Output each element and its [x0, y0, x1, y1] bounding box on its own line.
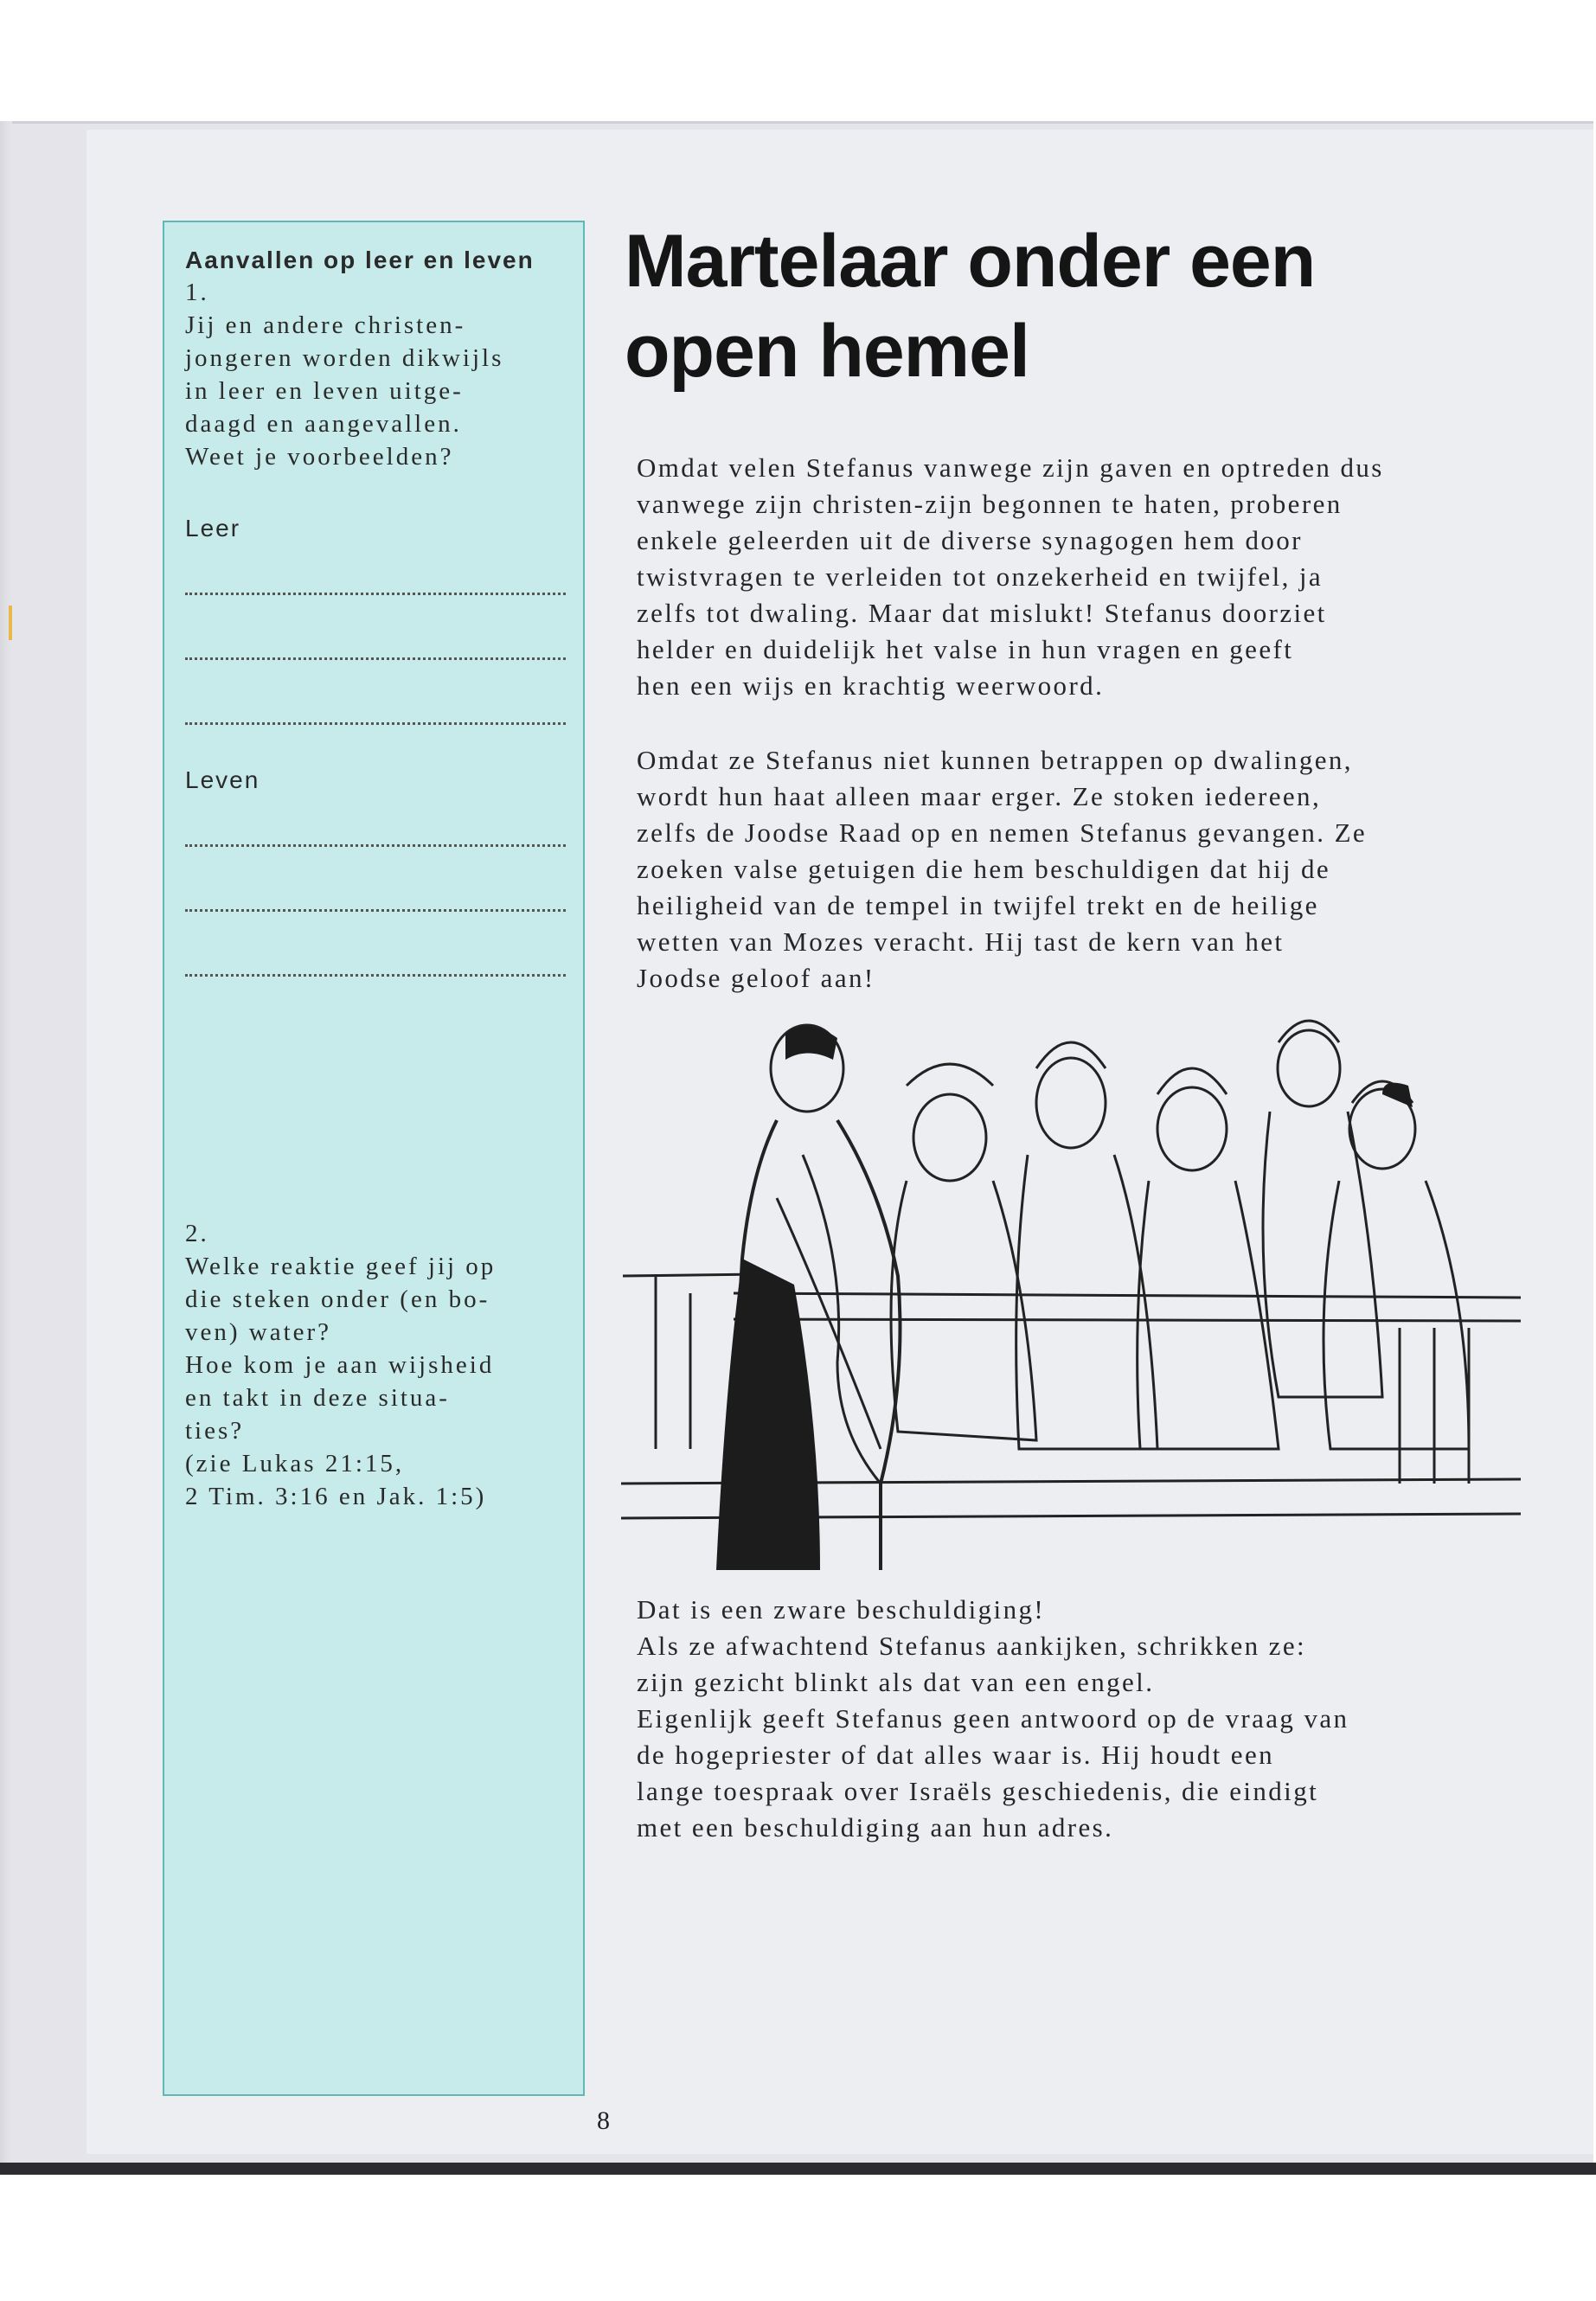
label-leer: Leer: [185, 515, 241, 542]
label-leven: Leven: [185, 766, 260, 793]
question-2-text: Welke reaktie geef jij op die steken onder (en bo- ven) water? Hoe kom je aan wijsheid en takt in deze situa- ties? (zie Lukas 21:15, 2 Tim. 3:16 en Jak. 1:5): [185, 1253, 497, 1510]
question-1-text: Jij en andere christen- jongeren worden dikwijls in leer en leven uitge- daagd en aangevallen. Weet je voorbeelden?: [185, 311, 504, 471]
answer-line: [185, 974, 566, 977]
question-1-number: 1.: [185, 279, 209, 306]
page-number: 8: [597, 2106, 610, 2135]
question-sidebar: [163, 221, 585, 2096]
question-2-number: 2.: [185, 1220, 209, 1247]
answer-line: [185, 593, 566, 595]
sidebar-title: Aanvallen op leer en leven: [185, 247, 535, 273]
article-paragraph-2: Omdat ze Stefanus niet kunnen betrappen op dwalingen, wordt hun haat alleen maar erger. Ze stoken iedereen, zelfs de Joodse Raad op en nemen Stefanus gevangen. Ze zoeken valse getuigen die hem beschuldigen dat hij de heiligheid van de tempel in twijfel trekt en de heilige wetten van Mozes veracht. Hij tast de kern van het Joodse geloof aan!: [637, 745, 1368, 993]
article-paragraph-3: Dat is een zware beschuldiging! Als ze afwachtend Stefanus aankijken, schrikken ze: zijn gezicht blinkt als dat van een engel. Eigenlijk geeft Stefanus geen antwoord op de vraag van de hogepriester of dat alles waar is. Hij houdt een lange toespraak over Israëls geschiedenis, die eindigt met een beschuldiging aan hun adres.: [637, 1594, 1349, 1843]
article-title-line-2: open hemel: [625, 310, 1029, 393]
article-title-line-1: Martelaar onder een: [625, 220, 1316, 303]
book-bottom-edge: [0, 2163, 1596, 2175]
council-illustration: [621, 999, 1521, 1570]
question-2: [185, 1217, 566, 1513]
answer-line: [185, 909, 566, 912]
answer-line: [185, 657, 566, 660]
article-title: [625, 216, 1542, 396]
article-paragraph-1: Omdat velen Stefanus vanwege zijn gaven en optreden dus vanwege zijn christen-zijn begonnen te haten, proberen enkele geleerden uit de diverse synagogen hem door twistvragen te verleiden tot onzekerheid en twijfel, ja zelfs tot dwaling. Maar dat mislukt! Stefanus doorziet helder en duidelijk het valse in hun vragen en geeft hen een wijs en krachtig weerwoord.: [637, 452, 1384, 701]
answer-line: [185, 722, 566, 725]
answer-line: [185, 844, 566, 847]
